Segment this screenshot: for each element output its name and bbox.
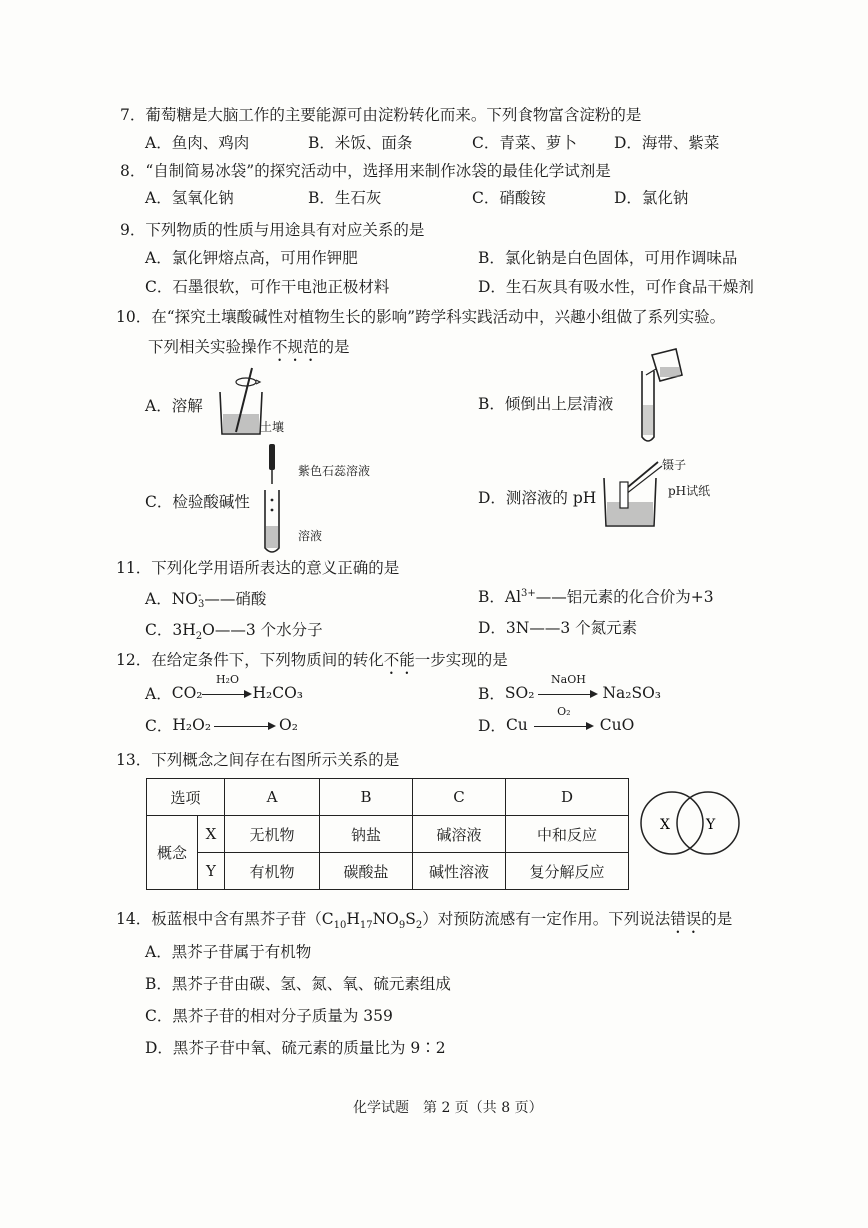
litmus-test-figure [255, 440, 295, 560]
q13-stem: 13．下列概念之间存在右图所示关系的是 [116, 751, 400, 769]
tweezers-label: 镊子 [662, 458, 687, 472]
q10-option-d: D．测溶液的 pH [478, 489, 597, 507]
q14-option-a: A．黑芥子苷属于有机物 [145, 943, 312, 961]
q9-option-b: B．氯化钠是白色固体，可用作调味品 [478, 249, 738, 267]
q11-option-a: A．NO - 3 ——硝酸 [145, 590, 267, 610]
cell-a-x: 无机物 [225, 816, 320, 853]
concept-table [146, 778, 629, 890]
header-c: C [413, 779, 506, 816]
reaction-arrow: O₂ [534, 717, 594, 733]
header-option: 选项 [147, 779, 225, 816]
q7-option-b: B．米饭、面条 [308, 134, 413, 152]
q11-option-c: C．$3H_2O——3$ 个水分子 [145, 621, 323, 643]
q7-option-d: D．海带、紫菜 [614, 134, 720, 152]
q10-stem-line2: 下列相关实验操作不规范的是 [148, 338, 350, 356]
q10-option-b: B．倾倒出上层清液 [478, 395, 614, 413]
q14-option-b: B．黑芥子苷由碳、氢、氮、氧、硫元素组成 [145, 975, 451, 993]
solution-label: 溶液 [298, 529, 323, 543]
header-a: A [225, 779, 320, 816]
q8-option-b: B．生石灰 [308, 189, 382, 207]
cell-d-x: 中和反应 [506, 816, 629, 853]
ph-paper-label: pH试纸 [668, 484, 711, 498]
q11-option-b: B．$Al^{3+}——$铝元素的化合价为+3 [478, 587, 714, 606]
q14-option-d: D．黑芥子苷中氧、硫元素的质量比为 9∶2 [145, 1039, 446, 1057]
q10-option-c: C．检验酸碱性 [145, 493, 250, 511]
row-label-y: Y [198, 853, 225, 890]
pouring-figure [630, 345, 690, 455]
q12-stem: 12．在给定条件下，下列物质间的转化不能一步实现的是 [116, 651, 508, 669]
row-label-x: X [198, 816, 225, 853]
q12-option-a: A． CO₂ H₂O H₂CO₃ [145, 673, 303, 703]
reaction-arrow: H₂O [202, 685, 252, 701]
cell-c-x: 碱溶液 [413, 816, 506, 853]
header-d: D [506, 779, 629, 816]
reaction-arrow [214, 717, 276, 733]
q7-option-a: A．鱼肉、鸡肉 [145, 134, 250, 152]
q12-option-b: B． SO₂ NaOH Na₂SO₃ [478, 673, 661, 703]
q9-option-c: C．石墨很软，可作干电池正极材料 [145, 278, 390, 296]
q7-stem: 7．葡萄糖是大脑工作的主要能源可由淀粉转化而来。下列食物富含淀粉的是 [120, 106, 642, 124]
page-footer: 化学试题 第 2 页（共 8 页） [353, 1100, 543, 1116]
q10-option-a: A．溶解 [145, 397, 203, 415]
concept-label: 概念 [147, 816, 198, 890]
q8-stem: 8．“自制简易冰袋”的探究活动中，选择用来制作冰袋的最佳化学试剂是 [120, 162, 611, 180]
q12-option-d: D． Cu O₂ CuO [478, 705, 635, 735]
q10-stem: 10．在“探究土壤酸碱性对植物生长的影响”跨学科实践活动中，兴趣小组做了系列实验。 [116, 308, 726, 326]
q11-option-d: D．3N——3 个氮元素 [478, 619, 638, 637]
venn-diagram [636, 788, 746, 858]
cell-b-x: 钠盐 [320, 816, 413, 853]
cell-c-y: 碱性溶液 [413, 853, 506, 890]
litmus-label: 紫色石蕊溶液 [298, 464, 371, 478]
header-b: B [320, 779, 413, 816]
q8-option-a: A．氢氧化钠 [145, 189, 234, 207]
q8-option-c: C．硝酸铵 [472, 189, 546, 207]
reaction-arrow: NaOH [538, 685, 598, 701]
q14-option-c: C．黑芥子苷的相对分子质量为 359 [145, 1007, 393, 1025]
cell-d-y: 复分解反应 [506, 853, 629, 890]
q11-stem: 11．下列化学用语所表达的意义正确的是 [116, 559, 400, 577]
cell-a-y: 有机物 [225, 853, 320, 890]
soil-label: 土壤 [260, 420, 285, 434]
q14-stem: 14．板蓝根中含有黑芥子苷$(C_{10}H_{17}NO_9S_2)$对预防流感有一定作用。下列说法错误的是 [116, 910, 733, 932]
q8-option-d: D．氯化钠 [614, 189, 689, 207]
q7-option-c: C．青菜、萝卜 [472, 134, 577, 152]
venn-x-label: X [660, 817, 670, 833]
q9-stem: 9．下列物质的性质与用途具有对应关系的是 [120, 221, 425, 239]
q9-option-d: D．生石灰具有吸水性，可作食品干燥剂 [478, 278, 754, 296]
q9-option-a: A．氯化钾熔点高，可用作钾肥 [145, 249, 358, 267]
q12-option-c: C． H₂O₂ O₂ [145, 716, 298, 735]
venn-y-label: Y [706, 817, 716, 833]
cell-b-y: 碳酸盐 [320, 853, 413, 890]
